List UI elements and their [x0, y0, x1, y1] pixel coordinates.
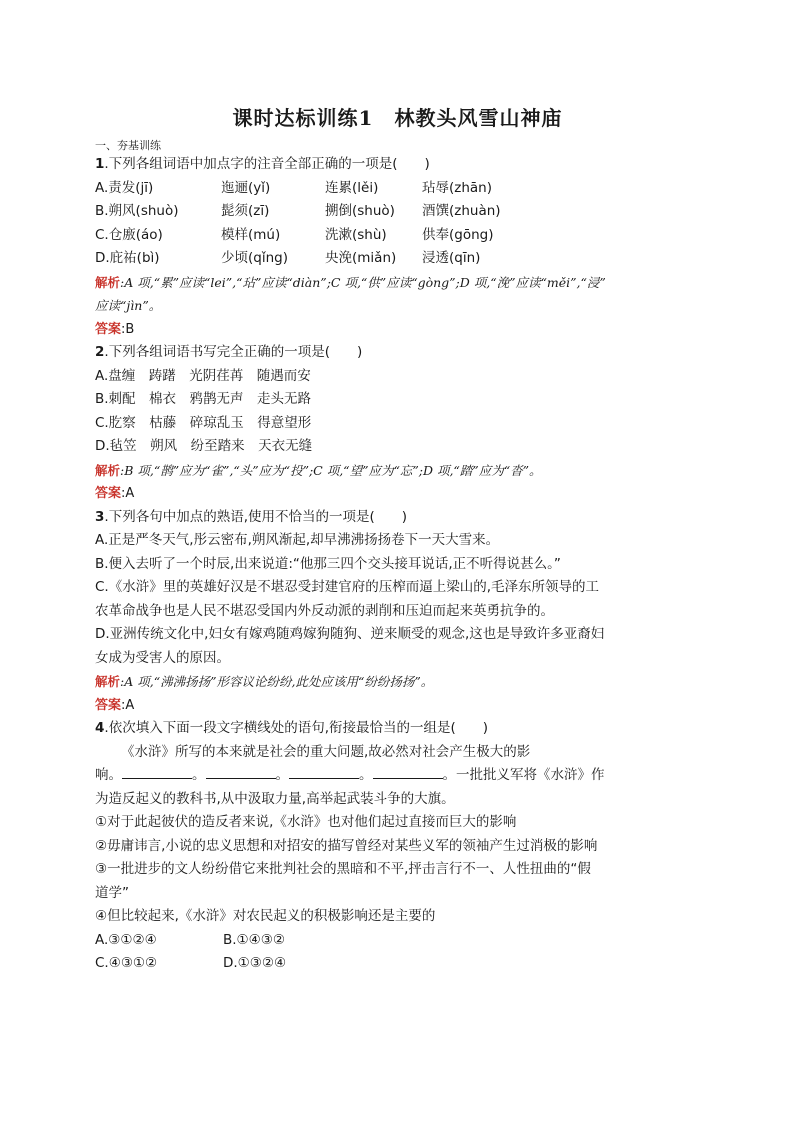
question-1-options	[95, 177, 700, 271]
analysis-text: 应读“jìn”。	[95, 298, 162, 313]
statement-2: ②毋庸讳言,小说的忠义思想和对招安的描写曾经对某些义军的领袖产生过消极的影响	[95, 837, 598, 854]
option-c-1: C.仓廒(áo)	[95, 226, 163, 243]
option-d: D.毡笠 朔风 纷至踏来 天衣无缝	[95, 438, 313, 454]
option-a: A.盘缠 踌躇 光阴荏苒 随遇而安	[95, 367, 311, 384]
option-c-3: 洗漱(shù)	[325, 226, 387, 243]
section-heading: 一、夯基训练	[95, 139, 161, 152]
question-2-analysis	[95, 459, 700, 483]
option-a-2: 迤逦(yǐ)	[221, 179, 271, 196]
answer-label: 答案	[95, 486, 122, 501]
question-text: .下列各组词语中加点字的注音全部正确的一项是( )	[104, 156, 430, 172]
fill-blank[interactable]	[373, 764, 443, 779]
option-a-3: 连累(lěi)	[325, 179, 379, 196]
option-c-4: 供奉(gōng)	[422, 226, 494, 243]
choice-d: D.①③②④	[223, 955, 287, 971]
fill-blank[interactable]	[289, 764, 359, 779]
fill-blank[interactable]	[122, 764, 192, 779]
option-c-cont: 农革命战争也是人民不堪忍受国内外反动派的剥削和压迫而起来英勇抗争的。	[95, 602, 554, 619]
question-number: 2	[95, 344, 105, 360]
option-d: D.亚洲传统文化中,妇女有嫁鸡随鸡嫁狗随狗、逆来顺受的观念,这也是导致许多亚裔妇	[95, 626, 605, 642]
option-b-4: 酒馔(zhuàn)	[422, 203, 501, 219]
option-a-1: A.责发(jī)	[95, 179, 154, 196]
option-d-1: D.庇祐(bì)	[95, 250, 160, 266]
question-1-stem	[95, 153, 700, 177]
analysis-text: :A 项,“累”应读“lei”,“玷”应读“diàn”;C 项,“供”应读“gòng”;D 项,“浼”应读“měi”,“浸”	[120, 274, 606, 290]
statement-1: ①对于此起彼伏的造反者来说,《水浒》也对他们起过直接而巨大的影响	[95, 814, 517, 830]
option-a: A.正是严冬天气,彤云密布,朔风渐起,却早沸沸扬扬卷下一天大雪来。	[95, 532, 500, 548]
option-b: B.便入去听了一个时辰,出来说道:“他那三四个交头接耳说话,正不听得说甚么。”	[95, 555, 561, 572]
question-number: 3	[95, 508, 105, 525]
question-3-answer	[95, 694, 700, 718]
answer-value: :A	[121, 697, 135, 713]
option-d-cont: 女成为受害人的原因。	[95, 649, 230, 666]
question-4-choices	[95, 929, 700, 976]
analysis-label: 解析	[95, 462, 121, 478]
passage-line: 为造反起义的教科书,从中汲取力量,高举起武装斗争的大旗。	[95, 790, 455, 807]
question-4-stem	[95, 717, 700, 741]
option-d-3: 央浼(miǎn)	[325, 250, 397, 266]
passage-line: 《水浒》所写的本来就是社会的重大问题,故必然对社会产生极大的影	[121, 743, 531, 760]
analysis-label: 解析	[95, 674, 121, 689]
question-1-answer	[95, 318, 700, 342]
option-d-4: 浸透(qīn)	[422, 250, 481, 266]
option-c-2: 模样(mú)	[221, 226, 281, 243]
question-text: .下列各句中加点的熟语,使用不恰当的一项是( )	[104, 508, 408, 525]
question-text: .下列各组词语书写完全正确的一项是( )	[104, 344, 363, 360]
option-b-2: 髭须(zī)	[221, 203, 270, 219]
answer-label: 答案	[95, 697, 122, 713]
analysis-text: :B 项,“鹊”应为“雀”,“头”应为“投”;C 项,“望”应为“忘”;D 项,“踏”应为“沓”。	[120, 462, 542, 478]
question-2-stem	[95, 341, 700, 365]
question-number: 4	[95, 720, 105, 736]
option-b-1: B.朔风(shuò)	[95, 203, 179, 219]
worksheet-page	[95, 100, 700, 976]
passage-text: 。一批批义军将《水浒》作	[442, 767, 605, 783]
option-b: B.刺配 棉衣 鸦鹊无声 走头无路	[95, 391, 312, 407]
answer-value: :B	[121, 321, 135, 337]
option-d-2: 少顷(qǐng)	[221, 250, 288, 266]
analysis-text: :A 项,“沸沸扬扬”形容议论纷纷,此处应该用“纷纷扬扬”。	[120, 674, 434, 689]
passage-line-blanks: 响。 。 。 。 。一批批义军将《水浒》作	[95, 764, 700, 788]
answer-value: :A	[121, 486, 135, 501]
question-text: .依次填入下面一段文字横线处的语句,衔接最恰当的一组是( )	[104, 720, 489, 736]
analysis-label: 解析	[95, 274, 121, 290]
choice-b: B.①④③②	[223, 931, 285, 948]
option-c: C.肐察 枯藤 碎琼乱玉 得意望形	[95, 414, 312, 431]
statement-4: ④但比较起来,《水浒》对农民起义的积极影响还是主要的	[95, 908, 436, 924]
question-number: 1	[95, 156, 105, 172]
statement-3: ③一批进步的文人纷纷借它来批判社会的黑暗和不平,抨击言行不一、人性扭曲的“假	[95, 861, 591, 877]
choice-c: C.④③①②	[95, 955, 158, 971]
option-a-4: 玷辱(zhān)	[422, 179, 493, 196]
question-1-analysis-cont	[95, 294, 700, 318]
question-3-stem	[95, 506, 700, 530]
statement-3-cont: 道学”	[95, 884, 129, 901]
page-title: 课时达标训练1 林教头风雪山神庙	[232, 106, 563, 130]
question-2-answer	[95, 482, 700, 506]
choice-a: A.③①②④	[95, 931, 157, 948]
fill-blank[interactable]	[206, 764, 276, 779]
question-3-analysis	[95, 670, 700, 694]
option-b-3: 搠倒(shuò)	[325, 203, 395, 219]
passage-text: 响。	[95, 767, 122, 783]
answer-label: 答案	[95, 321, 122, 337]
option-c: C.《水浒》里的英雄好汉是不堪忍受封建官府的压榨而逼上梁山的,毛泽东所领导的工	[95, 579, 600, 595]
question-1-analysis	[95, 271, 700, 295]
